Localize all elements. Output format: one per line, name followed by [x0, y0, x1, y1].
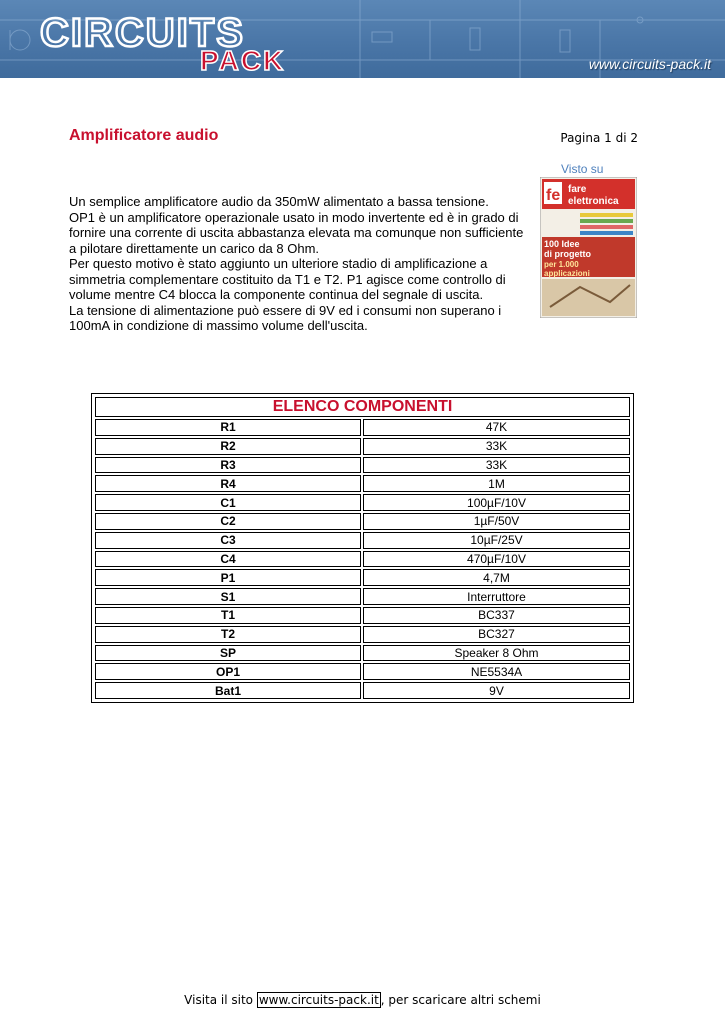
table-row — [95, 607, 630, 624]
svg-text:applicazioni: applicazioni — [544, 269, 590, 278]
table-row — [95, 569, 630, 586]
table-row — [95, 682, 630, 699]
svg-text:CIRCUITS: CIRCUITS — [40, 11, 245, 55]
component-name: C3 — [95, 532, 361, 549]
component-value: 470µF/10V — [363, 551, 630, 568]
table-row — [95, 475, 630, 492]
component-name: R4 — [95, 475, 361, 492]
component-value: Interruttore — [363, 588, 630, 605]
table-row — [95, 419, 630, 436]
footer-suffix: , per scaricare altri schemi — [380, 993, 541, 1007]
component-name: R1 — [95, 419, 361, 436]
component-name: C4 — [95, 551, 361, 568]
component-value: 10µF/25V — [363, 532, 630, 549]
table-row — [95, 588, 630, 605]
description-paragraph: OP1 è un amplificatore operazionale usato in modo invertente ed è in grado di fornire una corrente di uscita abbastanza elevata ma comunque non sufficiente a pilotare direttamente un carico da 8 Ohm. — [69, 209, 524, 256]
component-value: 4,7M — [363, 569, 630, 586]
table-row — [95, 513, 630, 530]
page-label: Pagina 1 di 2 — [560, 131, 638, 145]
table-row — [95, 663, 630, 680]
svg-text:fare: fare — [568, 184, 587, 195]
description-paragraph: Un semplice amplificatore audio da 350mW alimentato a bassa tensione. — [69, 194, 489, 209]
magazine-cover-image — [540, 177, 637, 318]
component-value: Speaker 8 Ohm — [363, 645, 630, 662]
component-value: 9V — [363, 682, 630, 699]
component-name: Bat1 — [95, 682, 361, 699]
table-row — [95, 551, 630, 568]
svg-text:elettronica: elettronica — [568, 196, 619, 207]
svg-text:di progetto: di progetto — [544, 249, 591, 259]
footer-prefix: Visita il sito — [184, 993, 257, 1007]
component-name: T1 — [95, 607, 361, 624]
svg-text:fe: fe — [546, 187, 561, 204]
component-value: BC327 — [363, 626, 630, 643]
site-url[interactable]: www.circuits-pack.it — [588, 56, 711, 72]
footer-site-link[interactable]: www.circuits-pack.it — [258, 993, 379, 1007]
component-value: 47K — [363, 419, 630, 436]
component-name: C1 — [95, 494, 361, 511]
component-name: T2 — [95, 626, 361, 643]
description-paragraph: La tensione di alimentazione può essere di 9V ed i consumi non superano i 100mA in condizione di massimo volume dell'uscita. — [69, 302, 502, 333]
seen-on-label: Visto su — [561, 162, 604, 176]
footer — [0, 993, 725, 1007]
component-name: R3 — [95, 457, 361, 474]
table-row — [95, 438, 630, 455]
component-name: OP1 — [95, 663, 361, 680]
component-value: 1M — [363, 475, 630, 492]
table-row — [95, 457, 630, 474]
component-value: 33K — [363, 457, 630, 474]
svg-text:PACK: PACK — [200, 45, 286, 72]
component-value: 100µF/10V — [363, 494, 630, 511]
component-name: C2 — [95, 513, 361, 530]
component-value: 33K — [363, 438, 630, 455]
table-heading-row — [95, 397, 630, 417]
components-table — [91, 393, 634, 703]
component-name: SP — [95, 645, 361, 662]
component-value: NE5534A — [363, 663, 630, 680]
component-value: 1µF/50V — [363, 513, 630, 530]
table-row — [95, 494, 630, 511]
svg-text:per 1.000: per 1.000 — [544, 260, 579, 269]
circuits-pack-logo — [40, 10, 330, 72]
component-name: P1 — [95, 569, 361, 586]
component-name: R2 — [95, 438, 361, 455]
table-row — [95, 626, 630, 643]
svg-text:100 Idee: 100 Idee — [544, 239, 580, 249]
table-row — [95, 645, 630, 662]
document-title: Amplificatore audio — [69, 127, 219, 144]
header-banner — [0, 0, 725, 78]
component-name: S1 — [95, 588, 361, 605]
table-row — [95, 532, 630, 549]
table-heading: ELENCO COMPONENTI — [95, 397, 630, 417]
description — [69, 194, 531, 334]
description-paragraph: Per questo motivo è stato aggiunto un ulteriore stadio di amplificazione a simmetria complementare costituito da T1 e T2. P1 agisce come controllo di volume mentre C4 blocca la componente continua del segnale di uscita. — [69, 256, 506, 302]
component-value: BC337 — [363, 607, 630, 624]
